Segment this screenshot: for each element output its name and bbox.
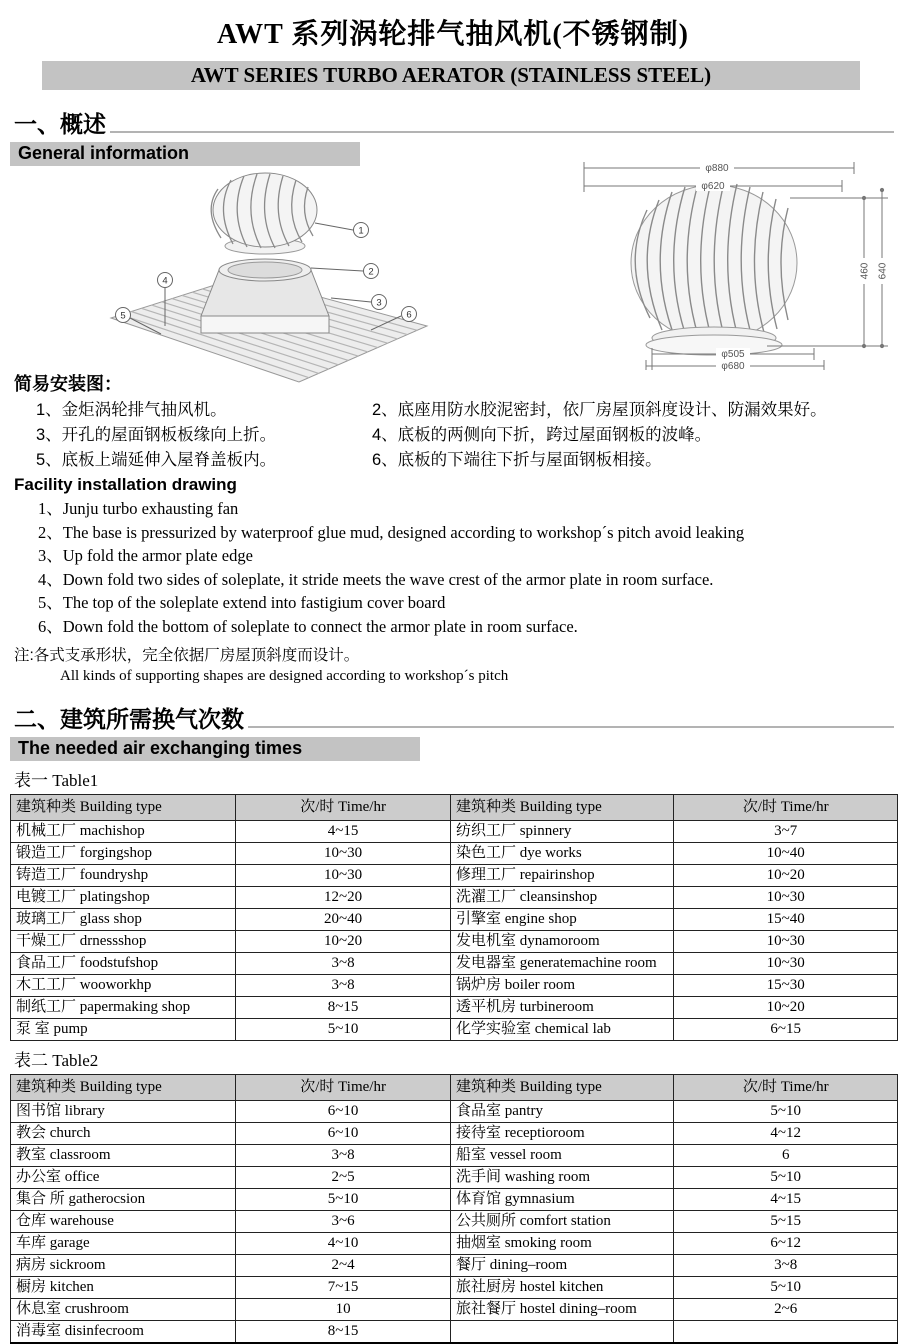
building-type-cell: 引擎室 engine shop xyxy=(450,909,674,931)
section-1-heading xyxy=(14,110,894,138)
time-per-hr-cell: 5~10 xyxy=(674,1277,898,1299)
install-steps-en xyxy=(38,497,906,638)
page-title: AWT 系列涡轮排气抽风机(不锈钢制) xyxy=(217,19,689,50)
building-type-cell: 锻造工厂 forgingshop xyxy=(11,843,236,865)
heading-rule xyxy=(248,726,894,728)
table-row xyxy=(11,887,898,909)
building-type-cell: 制纸工厂 papermaking shop xyxy=(11,997,236,1019)
time-per-hr-cell: 4~15 xyxy=(674,1189,898,1211)
building-type-cell: 旅社厨房 hostel kitchen xyxy=(450,1277,674,1299)
table-row xyxy=(11,1233,898,1255)
building-type-cell: 抽烟室 smoking room xyxy=(450,1233,674,1255)
table-row xyxy=(11,1167,898,1189)
heading-rule xyxy=(110,131,894,133)
installation-diagram xyxy=(103,168,435,394)
table-row xyxy=(11,1255,898,1277)
building-type-cell: 锅炉房 boiler room xyxy=(450,975,674,997)
table-row xyxy=(11,1123,898,1145)
dim-height-inner: 460 xyxy=(859,262,871,280)
turbine-head-drawing xyxy=(211,173,317,254)
install-step-en: 4、Down fold two sides of soleplate, it stride meets the wave crest of the armor plate in room surface. xyxy=(38,569,714,589)
building-type-cell: 集合 所 gatherocsion xyxy=(11,1189,236,1211)
time-per-hr-cell: 3~8 xyxy=(236,1145,451,1167)
note-zh: 注:各式支承形状，完全依据厂房屋顶斜度而设计。 xyxy=(14,647,360,664)
building-type-cell: 病房 sickroom xyxy=(11,1255,236,1277)
col-header-time-per-hr: 次/时 Time/hr xyxy=(236,1075,451,1101)
table-row xyxy=(11,1211,898,1233)
table-header-row xyxy=(11,1075,898,1101)
col-header-time-per-hr: 次/时 Time/hr xyxy=(236,795,451,821)
building-type-cell: 机械工厂 machishop xyxy=(11,821,236,843)
dim-height-outer: 640 xyxy=(877,262,889,280)
air-exchange-table-2 xyxy=(10,1074,898,1344)
time-per-hr-cell: 6~12 xyxy=(674,1233,898,1255)
building-type-cell: 船室 vessel room xyxy=(450,1145,674,1167)
time-per-hr-cell: 3~8 xyxy=(236,975,451,997)
time-per-hr-cell: 10~30 xyxy=(674,887,898,909)
time-per-hr-cell: 10 xyxy=(236,1299,451,1321)
building-type-cell: 食品工厂 foodstufshop xyxy=(11,953,236,975)
table1-label: 表一 Table1 xyxy=(14,771,99,790)
time-per-hr-cell: 2~5 xyxy=(236,1167,451,1189)
time-per-hr-cell: 10~30 xyxy=(236,843,451,865)
time-per-hr-cell: 15~40 xyxy=(674,909,898,931)
page-title-english: AWT SERIES TURBO AERATOR (STAINLESS STEEL) xyxy=(42,61,860,90)
building-type-cell: 食品室 pantry xyxy=(450,1101,674,1123)
install-step-zh: 2、底座用防水胶泥密封，依厂房屋顶斜度设计、防漏效果好。 xyxy=(372,401,827,419)
air-exchange-table-1 xyxy=(10,794,898,1041)
time-per-hr-cell: 6 xyxy=(674,1145,898,1167)
building-type-cell: 仓库 warehouse xyxy=(11,1211,236,1233)
time-per-hr-cell: 10~40 xyxy=(674,843,898,865)
table-row xyxy=(11,865,898,887)
section-2-subheading: The needed air exchanging times xyxy=(10,737,420,761)
section-2-heading xyxy=(14,705,894,733)
table-row xyxy=(11,931,898,953)
building-type-cell: 化学实验室 chemical lab xyxy=(450,1019,674,1041)
install-step-zh: 3、开孔的屋面钢板板缘向上折。 xyxy=(36,426,277,444)
building-type-cell: 餐厅 dining–room xyxy=(450,1255,674,1277)
callout-6-label: 6 xyxy=(406,309,412,321)
callout-2-label: 2 xyxy=(368,266,374,278)
table-row xyxy=(11,1299,898,1321)
building-type-cell: 发电机室 dynamoroom xyxy=(450,931,674,953)
time-per-hr-cell: 10~20 xyxy=(674,997,898,1019)
table-row xyxy=(11,909,898,931)
building-type-cell: 干燥工厂 drnessshop xyxy=(11,931,236,953)
drawings-area xyxy=(0,163,906,372)
callout-3-label: 3 xyxy=(376,297,382,309)
turbine-ball-drawing xyxy=(631,183,797,355)
table-row xyxy=(11,1145,898,1167)
section-1-heading-text: 一、概述 xyxy=(14,111,106,137)
col-header-building-type: 建筑种类 Building type xyxy=(450,795,674,821)
time-per-hr-cell: 20~40 xyxy=(236,909,451,931)
dim-top-outer: φ880 xyxy=(705,163,729,174)
time-per-hr-cell: 10~30 xyxy=(236,865,451,887)
building-type-cell: 透平机房 turbineroom xyxy=(450,997,674,1019)
table2-label: 表二 Table2 xyxy=(14,1051,99,1070)
building-type-cell: 泵 室 pump xyxy=(11,1019,236,1041)
time-per-hr-cell: 7~15 xyxy=(236,1277,451,1299)
col-header-building-type: 建筑种类 Building type xyxy=(11,795,236,821)
install-steps-zh xyxy=(36,398,906,473)
building-type-cell: 图书馆 library xyxy=(11,1101,236,1123)
time-per-hr-cell xyxy=(674,1321,898,1344)
section-2-heading-text: 二、建筑所需换气次数 xyxy=(14,706,244,732)
time-per-hr-cell: 4~10 xyxy=(236,1233,451,1255)
building-type-cell: 车库 garage xyxy=(11,1233,236,1255)
table-header-row xyxy=(11,795,898,821)
table-row xyxy=(11,843,898,865)
building-type-cell: 橱房 kitchen xyxy=(11,1277,236,1299)
callout-1-label: 1 xyxy=(358,225,364,237)
time-per-hr-cell: 3~8 xyxy=(674,1255,898,1277)
building-type-cell: 教室 classroom xyxy=(11,1145,236,1167)
building-type-cell: 公共厕所 comfort station xyxy=(450,1211,674,1233)
time-per-hr-cell: 15~30 xyxy=(674,975,898,997)
time-per-hr-cell: 4~15 xyxy=(236,821,451,843)
building-type-cell: 电镀工厂 platingshop xyxy=(11,887,236,909)
building-type-cell: 发电器室 generatemachine room xyxy=(450,953,674,975)
callout-5-label: 5 xyxy=(120,310,126,322)
building-type-cell: 办公室 office xyxy=(11,1167,236,1189)
install-step-en: 5、The top of the soleplate extend into fastigium cover board xyxy=(38,593,446,612)
building-type-cell: 洗濯工厂 cleansinshop xyxy=(450,887,674,909)
install-step-zh: 4、底板的两侧向下折，跨过屋面钢板的波峰。 xyxy=(372,426,712,444)
building-type-cell: 休息室 crushroom xyxy=(11,1299,236,1321)
building-type-cell: 教会 church xyxy=(11,1123,236,1145)
table-row xyxy=(11,1277,898,1299)
time-per-hr-cell: 5~10 xyxy=(674,1167,898,1189)
table-row xyxy=(11,1019,898,1041)
time-per-hr-cell: 6~10 xyxy=(236,1123,451,1145)
install-step-zh: 5、底板上端延伸入屋脊盖板内。 xyxy=(36,451,277,469)
time-per-hr-cell: 5~15 xyxy=(674,1211,898,1233)
install-step-en: 3、Up fold the armor plate edge xyxy=(38,546,253,565)
building-type-cell xyxy=(450,1321,674,1344)
building-type-cell: 体育馆 gymnasium xyxy=(450,1189,674,1211)
time-per-hr-cell: 3~8 xyxy=(236,953,451,975)
base-drawing xyxy=(201,259,329,333)
building-type-cell: 玻璃工厂 glass shop xyxy=(11,909,236,931)
section-1-subheading: General information xyxy=(10,142,360,166)
time-per-hr-cell: 3~7 xyxy=(674,821,898,843)
time-per-hr-cell: 6~15 xyxy=(674,1019,898,1041)
time-per-hr-cell: 2~4 xyxy=(236,1255,451,1277)
time-per-hr-cell: 5~10 xyxy=(236,1019,451,1041)
install-step-zh: 1、金炬涡轮排气抽风机。 xyxy=(36,401,227,419)
building-type-cell: 消毒室 disinfecroom xyxy=(11,1321,236,1344)
time-per-hr-cell: 8~15 xyxy=(236,1321,451,1344)
dim-bottom-outer: φ680 xyxy=(721,361,745,372)
col-header-time-per-hr: 次/时 Time/hr xyxy=(674,795,898,821)
time-per-hr-cell: 10~30 xyxy=(674,953,898,975)
time-per-hr-cell: 12~20 xyxy=(236,887,451,909)
time-per-hr-cell: 5~10 xyxy=(674,1101,898,1123)
time-per-hr-cell: 10~20 xyxy=(236,931,451,953)
install-step-zh: 6、底板的下端往下折与屋面钢板相接。 xyxy=(372,451,662,469)
time-per-hr-cell: 10~20 xyxy=(674,865,898,887)
building-type-cell: 旅社餐厅 hostel dining–room xyxy=(450,1299,674,1321)
time-per-hr-cell: 6~10 xyxy=(236,1101,451,1123)
time-per-hr-cell: 2~6 xyxy=(674,1299,898,1321)
building-type-cell: 修理工厂 repairinshop xyxy=(450,865,674,887)
col-header-building-type: 建筑种类 Building type xyxy=(450,1075,674,1101)
building-type-cell: 纺织工厂 spinnery xyxy=(450,821,674,843)
time-per-hr-cell: 3~6 xyxy=(236,1211,451,1233)
building-type-cell: 染色工厂 dye works xyxy=(450,843,674,865)
building-type-cell: 木工工厂 wooworkhp xyxy=(11,975,236,997)
install-step-en: 2、The base is pressurized by waterproof glue mud, designed according to workshop´s pitch avoid leaking xyxy=(38,522,745,542)
table-row xyxy=(11,1189,898,1211)
callout-4-label: 4 xyxy=(162,275,168,287)
install-step-en: 6、Down fold the bottom of soleplate to connect the armor plate in room surface. xyxy=(38,616,578,636)
building-type-cell: 洗手间 washing room xyxy=(450,1167,674,1189)
dim-top-inner: φ620 xyxy=(701,181,725,192)
building-type-cell: 铸造工厂 foundryshp xyxy=(11,865,236,887)
table-row xyxy=(11,821,898,843)
time-per-hr-cell: 4~12 xyxy=(674,1123,898,1145)
install-drawing-label-en: Facility installation drawing xyxy=(14,475,237,494)
dimension-diagram xyxy=(562,158,904,372)
time-per-hr-cell: 10~30 xyxy=(674,931,898,953)
col-header-building-type: 建筑种类 Building type xyxy=(11,1075,236,1101)
install-step-en: 1、Junju turbo exhausting fan xyxy=(38,499,239,518)
install-drawing-label-zh: 简易安装图： xyxy=(14,374,122,394)
col-header-time-per-hr: 次/时 Time/hr xyxy=(674,1075,898,1101)
note-en: All kinds of supporting shapes are designed according to workshop´s pitch xyxy=(60,668,509,684)
time-per-hr-cell: 5~10 xyxy=(236,1189,451,1211)
time-per-hr-cell: 8~15 xyxy=(236,997,451,1019)
dim-bottom-inner: φ505 xyxy=(721,349,745,360)
building-type-cell: 接待室 receptioroom xyxy=(450,1123,674,1145)
table-row xyxy=(11,953,898,975)
table-row xyxy=(11,1101,898,1123)
table-row xyxy=(11,975,898,997)
table-row xyxy=(11,1321,898,1344)
table-row xyxy=(11,997,898,1019)
